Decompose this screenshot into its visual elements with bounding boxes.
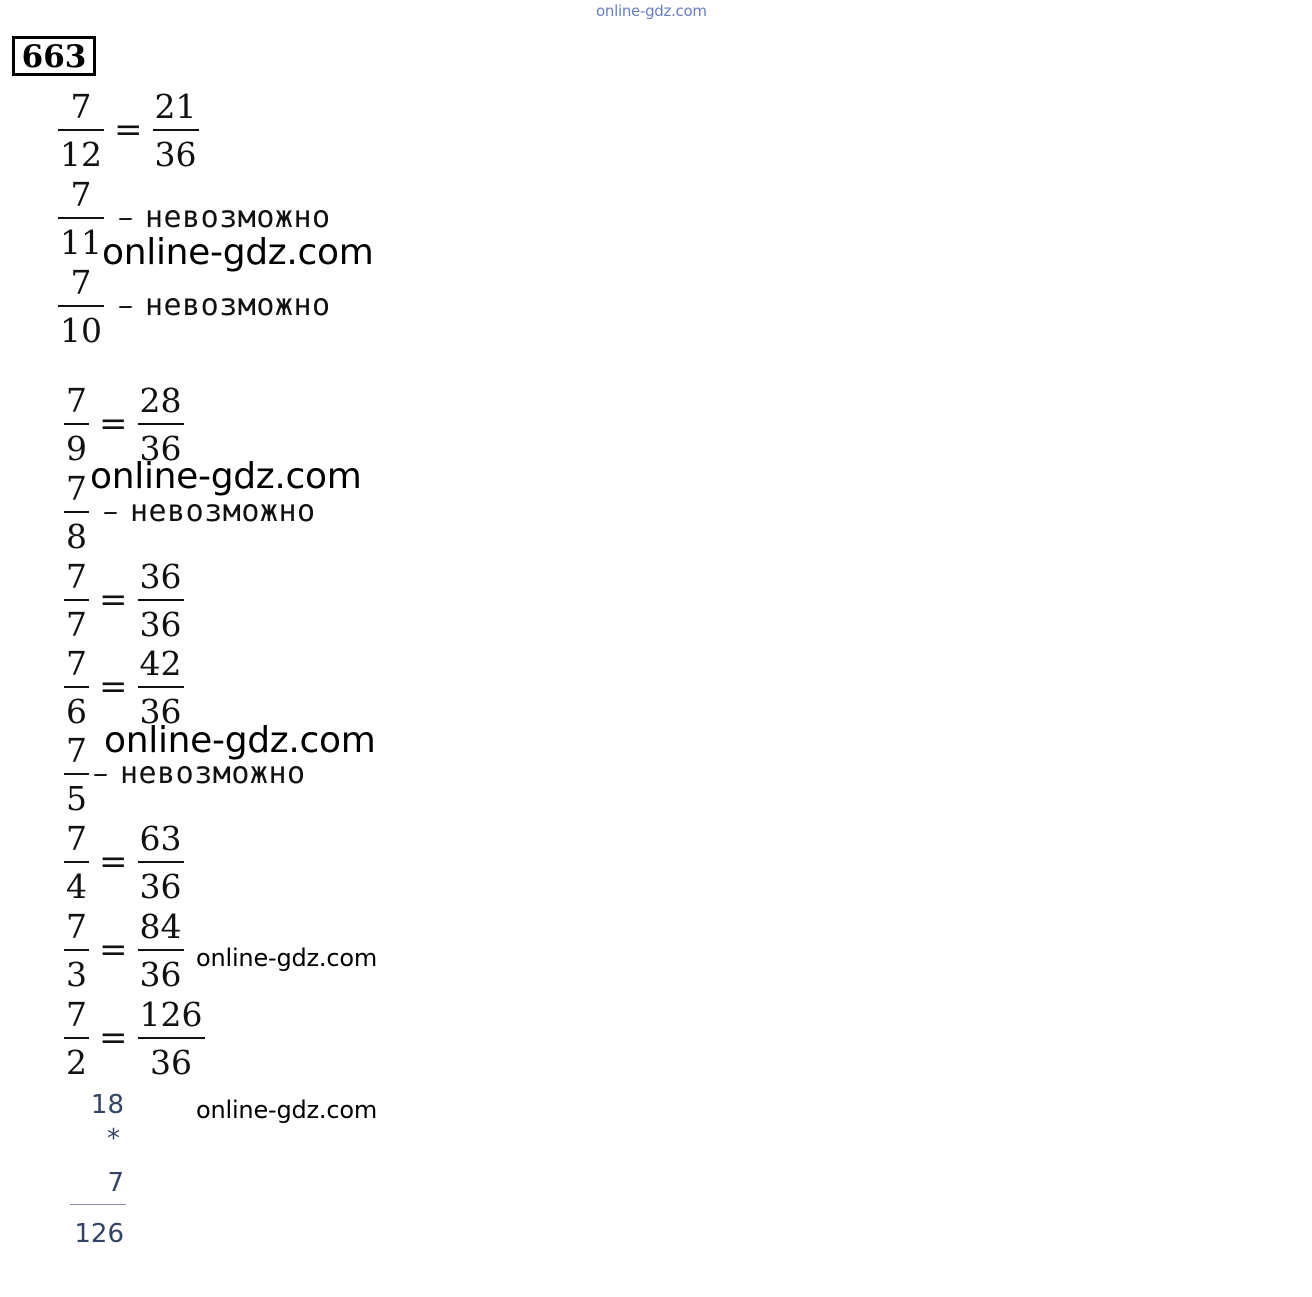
multiply-sign: *: [107, 1124, 120, 1154]
dash: –: [118, 200, 133, 235]
equals-sign: =: [99, 667, 128, 707]
impossible-text: невозможно: [130, 494, 316, 529]
denominator: 36: [139, 428, 182, 468]
equals-sign: =: [114, 110, 143, 150]
denominator: 36: [139, 691, 182, 731]
dash: –: [103, 494, 118, 529]
denominator: 36: [139, 866, 182, 906]
denominator: 36: [139, 604, 182, 644]
fraction: [64, 819, 89, 906]
fraction-bar: [64, 949, 89, 951]
column-multiplication: [66, 1090, 130, 1249]
watermark: online-gdz.com: [196, 1096, 378, 1124]
row-7-3: [64, 906, 184, 994]
fraction: [64, 995, 89, 1082]
fraction: [58, 175, 104, 262]
denominator: 10: [60, 310, 102, 350]
denominator: 36: [139, 954, 182, 994]
numerator: 7: [66, 818, 87, 858]
denominator: 5: [66, 778, 87, 818]
row-7-4: [64, 818, 184, 906]
fraction-bar: [64, 1037, 89, 1039]
numerator: 7: [70, 262, 92, 302]
row-7-6: [64, 643, 184, 731]
impossible-text: невозможно: [145, 200, 331, 235]
denominator: 12: [60, 134, 102, 174]
numerator: 7: [66, 643, 87, 683]
numerator: 7: [66, 906, 87, 946]
numerator: 7: [66, 556, 87, 596]
numerator: 42: [139, 643, 182, 683]
numerator: 63: [139, 818, 182, 858]
fraction: [64, 731, 89, 818]
denominator: 36: [154, 134, 197, 174]
equals-sign: =: [99, 1018, 128, 1058]
numerator: 7: [70, 86, 92, 126]
numerator: 28: [139, 380, 182, 420]
result-fraction: [138, 819, 184, 906]
problem-number: 663: [12, 36, 96, 76]
fraction-bar: [58, 305, 104, 307]
fraction-bar: [138, 423, 184, 425]
watermark: online-gdz.com: [104, 720, 376, 761]
watermark: online-gdz.com: [196, 944, 378, 972]
fraction-bar: [138, 686, 184, 688]
row-7-10: [58, 262, 331, 350]
dash: –: [118, 288, 133, 323]
numerator: 7: [70, 174, 92, 214]
impossible-text: невозможно: [145, 288, 331, 323]
multiplier: 7: [107, 1168, 124, 1198]
top-watermark: online-gdz.com: [596, 2, 707, 20]
row-7-9: [64, 380, 184, 468]
equals-sign: =: [99, 842, 128, 882]
result-fraction: [138, 557, 184, 644]
dash: –: [93, 756, 108, 791]
fraction-bar: [138, 1037, 205, 1039]
result-fraction: [153, 87, 199, 174]
numerator: 84: [139, 906, 182, 946]
numerator: 7: [66, 730, 87, 770]
row-7-7: [64, 556, 184, 644]
equals-sign: =: [99, 404, 128, 444]
fraction-bar: [58, 129, 104, 131]
denominator: 3: [66, 954, 87, 994]
multiplicand: 18: [90, 1090, 124, 1120]
fraction-bar: [64, 423, 89, 425]
fraction-bar: [153, 129, 199, 131]
watermark: online-gdz.com: [90, 456, 362, 497]
fraction: [64, 907, 89, 994]
fraction-bar: [64, 861, 89, 863]
equals-sign: =: [99, 580, 128, 620]
denominator: 11: [60, 222, 102, 262]
row-7-12: [58, 86, 199, 174]
result-fraction: [138, 644, 184, 731]
denominator: 36: [150, 1042, 192, 1082]
denominator: 4: [66, 866, 87, 906]
fraction: [64, 557, 89, 644]
impossible-text: невозможно: [120, 756, 306, 791]
numerator: 21: [154, 86, 197, 126]
denominator: 7: [66, 604, 87, 644]
fraction: [64, 644, 89, 731]
fraction: [64, 469, 89, 556]
result-fraction: [138, 907, 184, 994]
equals-sign: =: [99, 930, 128, 970]
fraction-bar: [64, 773, 89, 775]
fraction: [58, 87, 104, 174]
result-fraction: [138, 995, 205, 1082]
numerator: 7: [66, 468, 87, 508]
fraction-bar: [64, 599, 89, 601]
fraction-bar: [138, 861, 184, 863]
fraction-bar: [58, 217, 104, 219]
product: 126: [74, 1219, 124, 1249]
fraction: [58, 263, 104, 350]
denominator: 9: [66, 428, 87, 468]
fraction-bar: [64, 511, 89, 513]
row-7-2: [64, 994, 205, 1082]
fraction-bar: [138, 599, 184, 601]
numerator: 7: [66, 994, 87, 1034]
denominator: 6: [66, 691, 87, 731]
numerator: 7: [66, 380, 87, 420]
denominator: 2: [66, 1042, 87, 1082]
fraction-bar: [138, 949, 184, 951]
result-line: [70, 1204, 126, 1205]
numerator: 36: [139, 556, 182, 596]
result-fraction: [138, 381, 184, 468]
watermark: online-gdz.com: [102, 232, 374, 273]
fraction-bar: [64, 686, 89, 688]
numerator: 126: [139, 994, 203, 1034]
denominator: 8: [66, 516, 87, 556]
fraction: [64, 381, 89, 468]
